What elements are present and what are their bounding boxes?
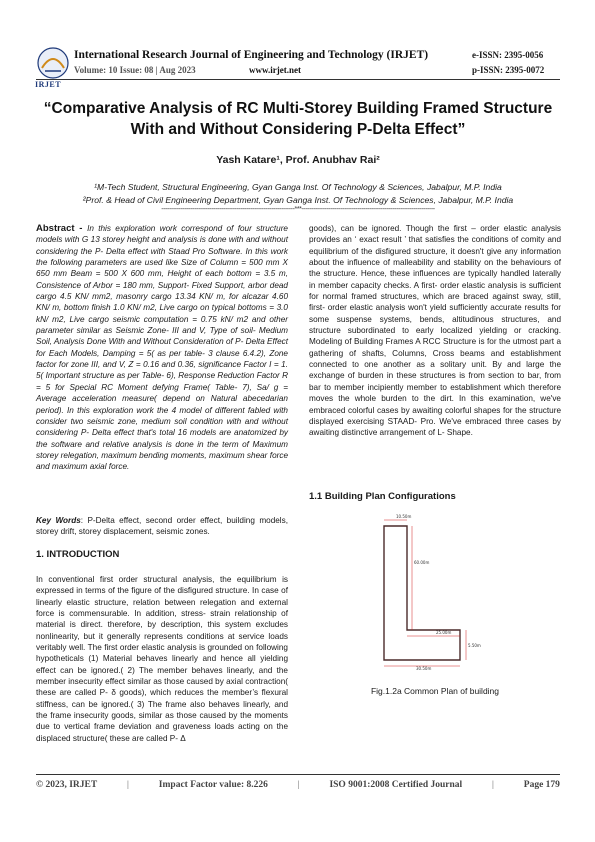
keywords-text: : P-Delta effect, second order effect, building models, storey drift, storey displacement, seismic zones. (36, 516, 288, 537)
section-1-1-heading: 1.1 Building Plan Configurations (309, 491, 456, 502)
footer-iso: ISO 9001:2008 Certified Journal (329, 780, 463, 790)
authors: Yash Katare¹, Prof. Anubhav Rai² (216, 154, 380, 166)
abstract-label: Abstract - (36, 223, 88, 234)
volume-issue: Volume: 10 Issue: 08 | Aug 2023 (74, 65, 196, 75)
dim-right-label: 5.50m (468, 643, 481, 648)
dim-mid-label: 25.00m (436, 630, 452, 635)
figure-caption: Fig.1.2a Common Plan of building (370, 686, 500, 696)
keywords (36, 515, 288, 538)
irjet-logo (36, 46, 70, 80)
l-shape-plan-diagram (370, 512, 522, 674)
title-line-1: “Comparative Analysis of RC Multi-Storey Building Framed Structure (43, 100, 553, 117)
footer-copyright: © 2023, IRJET (36, 780, 98, 790)
abstract-text: In this exploration work correspond of four structure models with G 13 storey height and analysis is done with and without considering the P- Delta effect with Staad Pro Software. In this work the following parameters are used like Size of Column = 500 mm X 650 mm Beam = 500 X 600 mm, Height of each bottom = 3.5 m, Consistence of Arbor = 180 mm, Support- Fixed Support, arbor dead cargo 4.5 KN/ mm2, masonry cargo 13.34 KN/ m, for alcazar 4.60 KN/ m, bottom finish 1.0 KN/ m2, Live cargo on typical bottoms = 3.0 kN/ m2, Live cargo seismic computation = 0.75 kN/ m2 and other parameter similar as Seismic Zone- III and V, Type of soil- Medium Soil, Analysis Done With and Without Consideration of P- Delta Effect for Each Models, Damping = 5( as per table- 3 clause 6.4.2), Zone factor for zone III, and V, Z = 0.16 and 0.36, significance Factor I = 1. 5( Important structure as per Table- 6), Response Reduction Factor R = 5 for Special RC Moment defying Frame( Table- 7), Sa/ g = Average acceleration measure( depend on Natural abecedarian period). In this exploration work the 4 model of different fabled with consider two seismic zone, medium soil condition with and without considering P- Delta effect that's total 16 models are anatomized by the software and relative analysis is done in the term of Maximum storey relegation, maximum bending moments, maximum shear force and maximum axial force. (36, 224, 288, 472)
plan-outline (384, 526, 460, 660)
journal-website-link[interactable]: www.irjet.net (249, 65, 301, 75)
eissn: e-ISSN: 2395-0056 (472, 50, 544, 60)
keywords-label: Key Words (36, 516, 81, 525)
journal-name: International Research Journal of Engineering and Technology (IRJET) (74, 49, 429, 61)
intro-text: In conventional first order structural analysis, the equilibrium is expressed in terms of the figure of the disfigured structure. In case of linearly elastic structure, relation between relegation and external force is commensurable. In addition, stress- strain relationship of material is direct. therefore, by description, this system excludes nonlinearity, but it generally represents conditions at service loads veritably well. The first order elastic analysis is grounded on following hypotheticals (1) Material behaves linearly and hence all yielding effect can be ignored.( 2) The member behaves linearly, and the member insecurity effect similar as those caused by axial contraction( these are called P- δ goods), which reduces the member’s flexural stiffness, can be ignored.( 3) The frame also behaves linearly, and the frame insecurity goods, similar as those caused by the moments due to vertical frame deviation and graveness loads acting on the displaced structure( these are called P- Δ (36, 575, 288, 743)
footer-impact: Impact Factor value: 8.226 (158, 780, 268, 790)
building-plan-figure (370, 512, 522, 674)
abstract (36, 223, 288, 473)
affiliation-2: ²Prof. & Head of Civil Engineering Department, Gyan Ganga Inst. Of Technology & Sciences, Jabalpur, M.P. India (82, 195, 514, 205)
footer-rule (36, 774, 560, 775)
footer-separator: | (127, 780, 129, 790)
paper-title (36, 98, 560, 140)
affiliation-1: ¹M-Tech Student, Structural Engineering, Gyan Ganga Inst. Of Technology & Sciences, Jabalpur, M.P. India (94, 182, 502, 192)
logo-text: IRJET (35, 80, 62, 89)
irjet-logo-icon (36, 46, 70, 80)
footer-separator: | (492, 780, 494, 790)
header-rule (36, 79, 560, 80)
dim-top-label: 10.50m (396, 514, 412, 519)
right-column-text: goods), can be ignored. Though the first – order elastic analysis provides an ‘ exact result ’ that satisfies the conditions of comity and equilibrium of the disfigured structure, it doesn't give any information about the influence of malleability and stability on the behaviours of the structure. Hence, these influences are typically handled laterally in member capacity checks. A first- order elastic analysis is sufficient for normal framed structures, which are braced against sway, still, first- order elastic analysis won't yield sufficiently accurate results for some suspense systems, bends, altitudinous structures, and structure subordinated to early localized yielding or cracking. Modeling of Building Frames A RCC Structure is for the utmost part a gathering of shafts, Columns, Cross beams and establishment connected to one another as a solitary unit. By and large the exchange of burden in these structures is from section to bar, from bar to member incipiently member to establishment which therefore moves the whole burden to the dirt. In this examination, we've embraced colorful cases by awaiting colorful shapes for the structure displayed exercising STAAD- Pro. We've embraced three cases by awaiting distinctive arrangement of L- Shape. (309, 224, 561, 438)
footer-separator: | (297, 780, 300, 790)
dim-bottom-label: 30.50m (416, 666, 432, 671)
title-line-2: With and Without Considering P-Delta Effect” (130, 121, 466, 138)
footer (36, 780, 560, 790)
separator: ---------------------------------------------------------------------***--------------------------------------------------------------------- (161, 206, 435, 213)
intro-heading: 1. INTRODUCTION (36, 549, 120, 560)
footer-page: Page 179 (523, 780, 560, 790)
pissn: p-ISSN: 2395-0072 (472, 65, 545, 75)
dim-left-label: 60.00m (414, 560, 430, 565)
